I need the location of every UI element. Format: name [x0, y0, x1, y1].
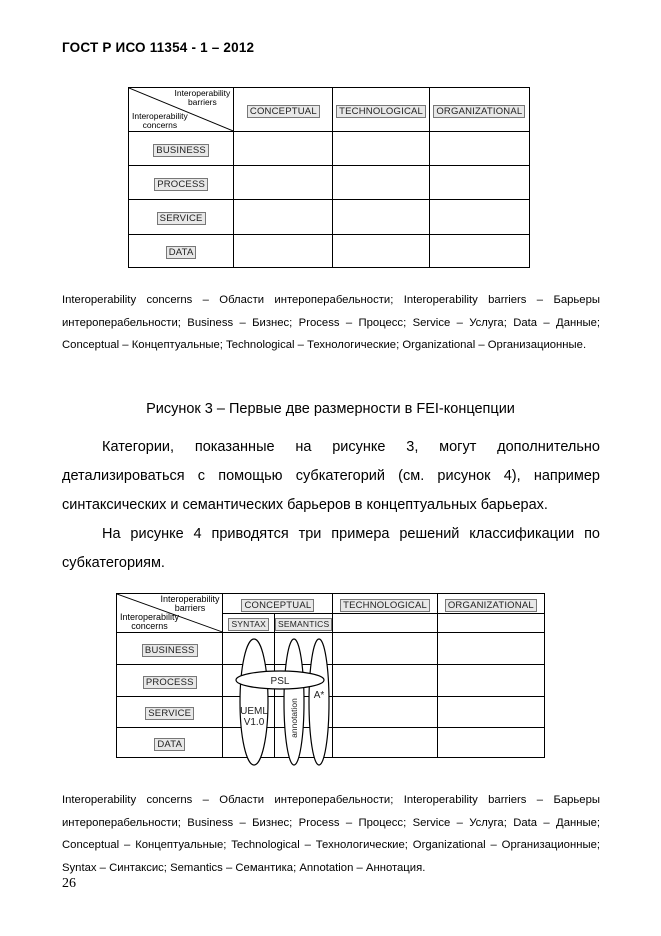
figure-4-barriers-label: Interoperability barriers	[160, 594, 220, 613]
ueml-label: UEML	[240, 706, 268, 717]
solutions-overlay	[228, 636, 338, 768]
ueml-version-label: V1.0	[243, 717, 265, 728]
figure-3-column-header: CONCEPTUAL	[234, 88, 333, 132]
a-star-ellipse	[309, 639, 329, 765]
figure-3-title: Рисунок 3 – Первые две размерности в FEI-концепции	[146, 401, 515, 417]
psl-label: PSL	[270, 676, 290, 687]
figure-3-row-header: PROCESS	[129, 166, 234, 200]
a-star-label: A*	[313, 690, 325, 701]
figure-3-corner-cell	[129, 88, 234, 132]
page-number: 26	[62, 876, 76, 891]
figure-4-row-header: SERVICE	[117, 697, 223, 728]
figure-4-row-header: PROCESS	[117, 665, 223, 697]
figure-4-row-header: DATA	[117, 728, 223, 758]
figure-3-row-header: SERVICE	[129, 200, 234, 235]
figure-4-column-header: TECHNOLOGICAL	[333, 594, 437, 614]
figure-4-column-header: ORGANIZATIONAL	[437, 594, 544, 614]
figure-4-column-header: CONCEPTUAL	[223, 594, 333, 614]
figure-4-corner-cell	[117, 594, 223, 633]
paragraph: Категории, показанные на рисунке 3, могут дополнительно детализироваться с помощью субкатегорий (см. рисунок 4), например синтаксических и семантических барьеров в концептуальных барьерах.	[62, 439, 600, 513]
figure-3-row-header: DATA	[129, 235, 234, 268]
figure-4-row-header: BUSINESS	[117, 633, 223, 665]
figure-3-legend: Interoperability concerns – Области интероперабельности; Interoperability barriers – Барьеры интероперабельности; Business – Бизнес; Process – Процесс; Service – Услуга; Data – Данные; Conceptual – Концептуальные; Technological – Технологические; Organizational – Организационные.	[62, 294, 600, 351]
figure-3-column-header: TECHNOLOGICAL	[333, 88, 429, 132]
document-header: ГОСТ Р ИСО 11354 - 1 – 2012	[62, 40, 255, 55]
figure-3-concerns-label: Interoperability concerns	[132, 111, 188, 130]
paragraph: На рисунке 4 приводятся три примера решений классификации по субкатегориям.	[62, 526, 600, 571]
figure-4-subcolumn-header: SYNTAX	[223, 614, 275, 633]
body-text	[62, 433, 600, 578]
annotation-label: annotation	[289, 698, 299, 738]
figure-4-concerns-label: Interoperability concerns	[120, 612, 180, 631]
figure-3-column-header: ORGANIZATIONAL	[429, 88, 529, 132]
figure-4-legend: Interoperability concerns – Области интероперабельности; Interoperability barriers – Барьеры интероперабельности; Business – Бизнес; Process – Процесс; Service – Услуга; Data – Данные; Conceptual – Концептуальные; Technological – Технологические; Organizational – Организационные; Syntax – Синтаксис; Semantics – Семантика; Annotation – Аннотация.	[62, 794, 600, 874]
figure-3-row-header: BUSINESS	[129, 132, 234, 166]
figure-3-barriers-label: Interoperability barriers	[174, 88, 231, 107]
figure-4-subcolumn-header: SEMANTICS	[274, 614, 332, 633]
ueml-ellipse	[240, 639, 268, 765]
